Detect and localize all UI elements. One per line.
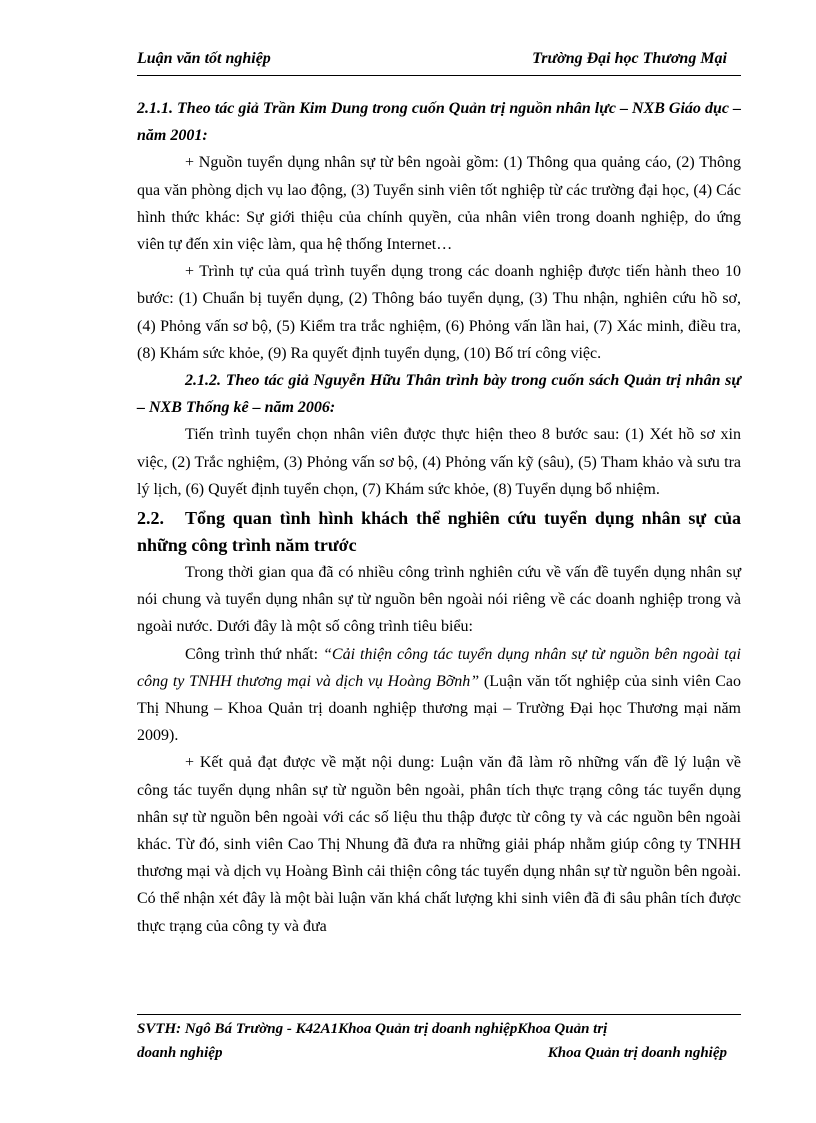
footer-line-2-left: doanh nghiệp <box>137 1045 223 1061</box>
page-footer <box>137 1017 741 1065</box>
footer-rule <box>137 1014 741 1015</box>
header-left-text: Luận văn tốt nghiệp <box>137 50 271 67</box>
section-2-1-2-heading: 2.1.2. Theo tác giả Nguyễn Hữu Thân trình bày trong cuốn sách Quản trị nhân sự – NXB Thống kê – năm 2006: <box>137 372 741 417</box>
document-body <box>137 95 741 940</box>
section-2-2-title: Tổng quan tình hình khách thể nghiên cứu tuyển dụng nhân sự của những công trình năm trước <box>137 508 741 556</box>
footer-line-2-right: Khoa Quản trị doanh nghiệp <box>547 1045 727 1061</box>
paragraph-external-sources: + Nguồn tuyển dụng nhân sự từ bên ngoài gồm: (1) Thông qua quảng cáo, (2) Thông qua văn phòng dịch vụ lao động, (3) Tuyển sinh viên tốt nghiệp từ các trường đại học, (4) Các hình thức khác: Sự giới thiệu của chính quyền, của nhân viên trong doanh nghiệp, do ứng viên tự đến xin việc làm, qua hệ thống Internet… <box>137 154 741 254</box>
footer-line-1: SVTH: Ngô Bá Trường - K42A1Khoa Quản trị doanh nghiệpKhoa Quản trị <box>137 1021 608 1037</box>
section-2-1-1-heading: 2.1.1. Theo tác giả Trần Kim Dung trong cuốn Quản trị nguồn nhân lực – NXB Giáo dục – năm 2001: <box>137 100 741 145</box>
header-rule <box>137 75 741 76</box>
first-work-lead: Công trình thứ nhất: <box>185 645 324 663</box>
footer-line-2 <box>137 1041 741 1065</box>
section-2-2-heading <box>137 505 741 559</box>
paragraph-selection-process: Tiến trình tuyển chọn nhân viên được thực hiện theo 8 bước sau: (1) Xét hồ sơ xin việc, (2) Trắc nghiệm, (3) Phỏng vấn sơ bộ, (4) Phỏng vấn kỹ (sâu), (5) Tham khảo và sưu tra lý lịch, (6) Quyết định tuyển chọn, (7) Khám sức khỏe, (8) Tuyển dụng bổ nhiệm. <box>137 426 741 498</box>
section-2-2-number: 2.2. <box>137 508 164 529</box>
page-header <box>137 50 741 72</box>
paragraph-results: + Kết quả đạt được về mặt nội dung: Luận văn đã làm rõ những vấn đề lý luận về công tác tuyển dụng nhân sự từ nguồn bên ngoài, phân tích thực trạng công tác tuyển dụng nhân sự từ nguồn bên ngoài với các số liệu thu thập được từ công ty và các nguồn bên ngoài khác. Từ đó, sinh viên Cao Thị Nhung đã đưa ra những giải pháp nhằm giúp công ty TNHH thương mại và dịch vụ Hoàng Bình cải thiện công tác tuyển dụng nhân sự từ nguồn bên ngoài. Có thể nhận xét đây là một bài luận văn khá chất lượng khi sinh viên đã đi sâu phân tích được thực trạng của công ty và đưa <box>137 754 741 935</box>
first-work-title: “Cải thiện công tác tuyển dụng nhân sự từ nguồn bên ngoài tại công ty TNHH thương mại và dịch vụ Hoàng Bỡnh” <box>137 645 741 690</box>
paragraph-overview: Trong thời gian qua đã có nhiều công trình nghiên cứu về vấn đề tuyển dụng nhân sự nói chung và tuyển dụng nhân sự từ nguồn bên ngoài nói riêng về các doanh nghiệp trong và ngoài nước. Dưới đây là một số công trình tiêu biểu: <box>137 564 741 636</box>
first-work-details: (Luận văn tốt nghiệp của sinh viên Cao Thị Nhung – Khoa Quản trị doanh nghiệp thương mại – Trường Đại học Thương mại năm 2009). <box>137 672 742 745</box>
header-right-text: Trường Đại học Thương Mại <box>532 50 727 67</box>
paragraph-first-work <box>137 641 741 750</box>
paragraph-recruitment-steps: + Trình tự của quá trình tuyển dụng trong các doanh nghiệp được tiến hành theo 10 bước: (1) Chuẩn bị tuyển dụng, (2) Thông báo tuyển dụng, (3) Thu nhận, nghiên cứu hồ sơ, (4) Phỏng vấn sơ bộ, (5) Kiểm tra trắc nghiệm, (6) Phỏng vấn lần hai, (7) Xác minh, điều tra, (8) Khám sức khỏe, (9) Ra quyết định tuyển dụng, (10) Bố trí công việc. <box>137 263 741 362</box>
